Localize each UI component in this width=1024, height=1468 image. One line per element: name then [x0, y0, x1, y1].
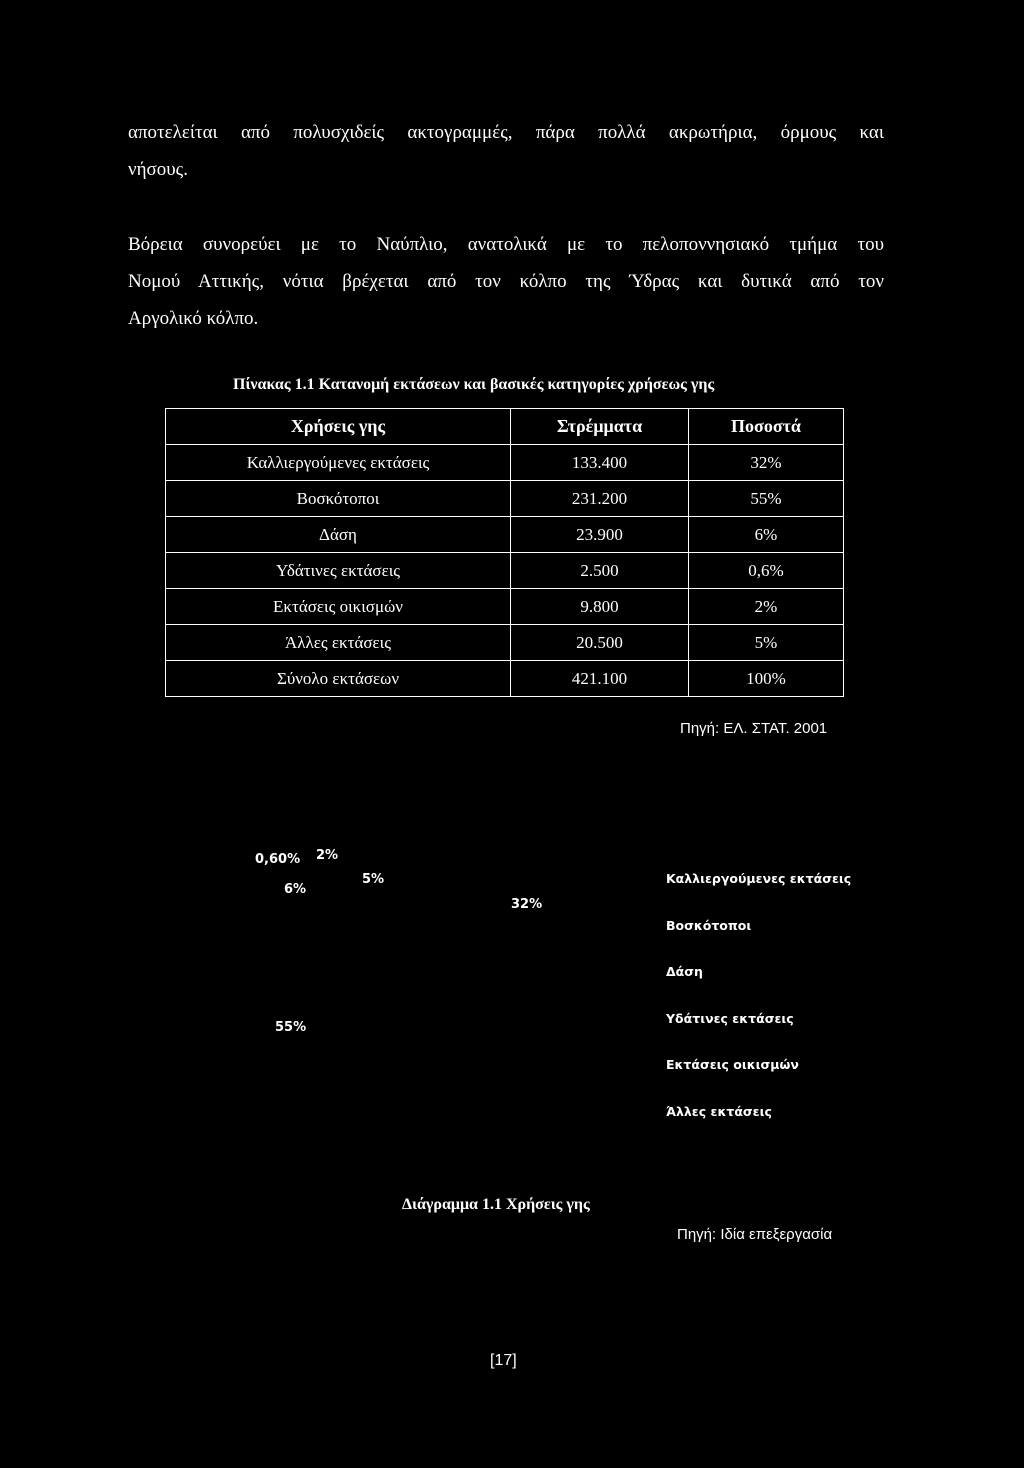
header-stremmata: Στρέμματα: [511, 409, 689, 445]
cell-percent: 2%: [689, 589, 844, 625]
table-row: [166, 589, 844, 625]
diagram-caption: Διάγραμμα 1.1 Χρήσεις γης: [402, 1196, 590, 1213]
cell-stremmata: 20.500: [511, 625, 689, 661]
legend-item: [666, 964, 866, 1011]
table-row: [166, 661, 844, 697]
land-use-table: [165, 408, 844, 697]
cell-stremmata: 23.900: [511, 517, 689, 553]
legend-label: Υδάτινες εκτάσεις: [666, 1010, 794, 1026]
pie-data-label: 2%: [316, 848, 339, 863]
cell-stremmata: 133.400: [511, 445, 689, 481]
cell-land-use: Δάση: [166, 517, 511, 553]
legend-label: Δάση: [666, 964, 703, 979]
chart-legend: [666, 871, 866, 1150]
paragraph-2-line-2: Νομού Αττικής, νότια βρέχεται από τον κόλπο της Ύδρας και δυτικά από τον: [128, 271, 884, 292]
cell-land-use: Καλλιεργούμενες εκτάσεις: [166, 445, 511, 481]
table-row: [166, 517, 844, 553]
paragraph-2: [128, 226, 884, 337]
table-row: [166, 445, 844, 481]
legend-item: [666, 918, 866, 965]
paragraph-2-line-1: Βόρεια συνορεύει με το Ναύπλιο, ανατολικά με το πελοποννησιακό τμήμα του: [128, 234, 884, 255]
cell-stremmata: 9.800: [511, 589, 689, 625]
cell-land-use: Βοσκότοποι: [166, 481, 511, 517]
cell-percent: 5%: [689, 625, 844, 661]
paragraph-1: [128, 114, 884, 188]
pie-data-label: 32%: [511, 897, 543, 912]
cell-percent: 6%: [689, 517, 844, 553]
pie-data-label: 6%: [284, 882, 307, 897]
cell-percent: 55%: [689, 481, 844, 517]
legend-label: Βοσκότοποι: [666, 917, 752, 933]
legend-item: [666, 1057, 866, 1104]
cell-stremmata: 421.100: [511, 661, 689, 697]
header-land-use: Χρήσεις γης: [166, 409, 511, 445]
cell-land-use: Σύνολο εκτάσεων: [166, 661, 511, 697]
pie-data-label: 55%: [275, 1020, 307, 1035]
cell-stremmata: 231.200: [511, 481, 689, 517]
header-percent: Ποσοστά: [689, 409, 844, 445]
cell-land-use: Άλλες εκτάσεις: [166, 625, 511, 661]
legend-item: [666, 1011, 866, 1058]
legend-item: [666, 871, 866, 918]
pie-data-label: 0,60%: [255, 852, 301, 867]
paragraph-1-line-1: αποτελείται από πολυσχιδείς ακτογραμμές, πάρα πολλά ακρωτήρια, όρμους και: [128, 122, 884, 143]
table-row: [166, 481, 844, 517]
pie-data-label: 5%: [362, 872, 385, 887]
table-row: [166, 625, 844, 661]
cell-percent: 0,6%: [689, 553, 844, 589]
cell-land-use: Υδάτινες εκτάσεις: [166, 553, 511, 589]
legend-label: Άλλες εκτάσεις: [666, 1103, 772, 1119]
cell-land-use: Εκτάσεις οικισμών: [166, 589, 511, 625]
table-caption: Πίνακας 1.1 Κατανομή εκτάσεων και βασικές κατηγορίες χρήσεως γης: [233, 376, 715, 393]
page-number: [17]: [490, 1352, 517, 1369]
cell-percent: 100%: [689, 661, 844, 697]
cell-percent: 32%: [689, 445, 844, 481]
table-header-row: [166, 409, 844, 445]
legend-label: Εκτάσεις οικισμών: [666, 1057, 799, 1072]
table-body: [166, 445, 844, 697]
paragraph-1-line-2: νήσους.: [128, 159, 188, 180]
diagram-source: Πηγή: Ιδία επεξεργασία: [677, 1226, 833, 1243]
legend-label: Καλλιεργούμενες εκτάσεις: [666, 871, 852, 886]
cell-stremmata: 2.500: [511, 553, 689, 589]
paragraph-2-line-3: Αργολικό κόλπο.: [128, 308, 259, 329]
table-row: [166, 553, 844, 589]
table-source: Πηγή: ΕΛ. ΣΤΑΤ. 2001: [680, 720, 828, 737]
legend-item: [666, 1104, 866, 1151]
